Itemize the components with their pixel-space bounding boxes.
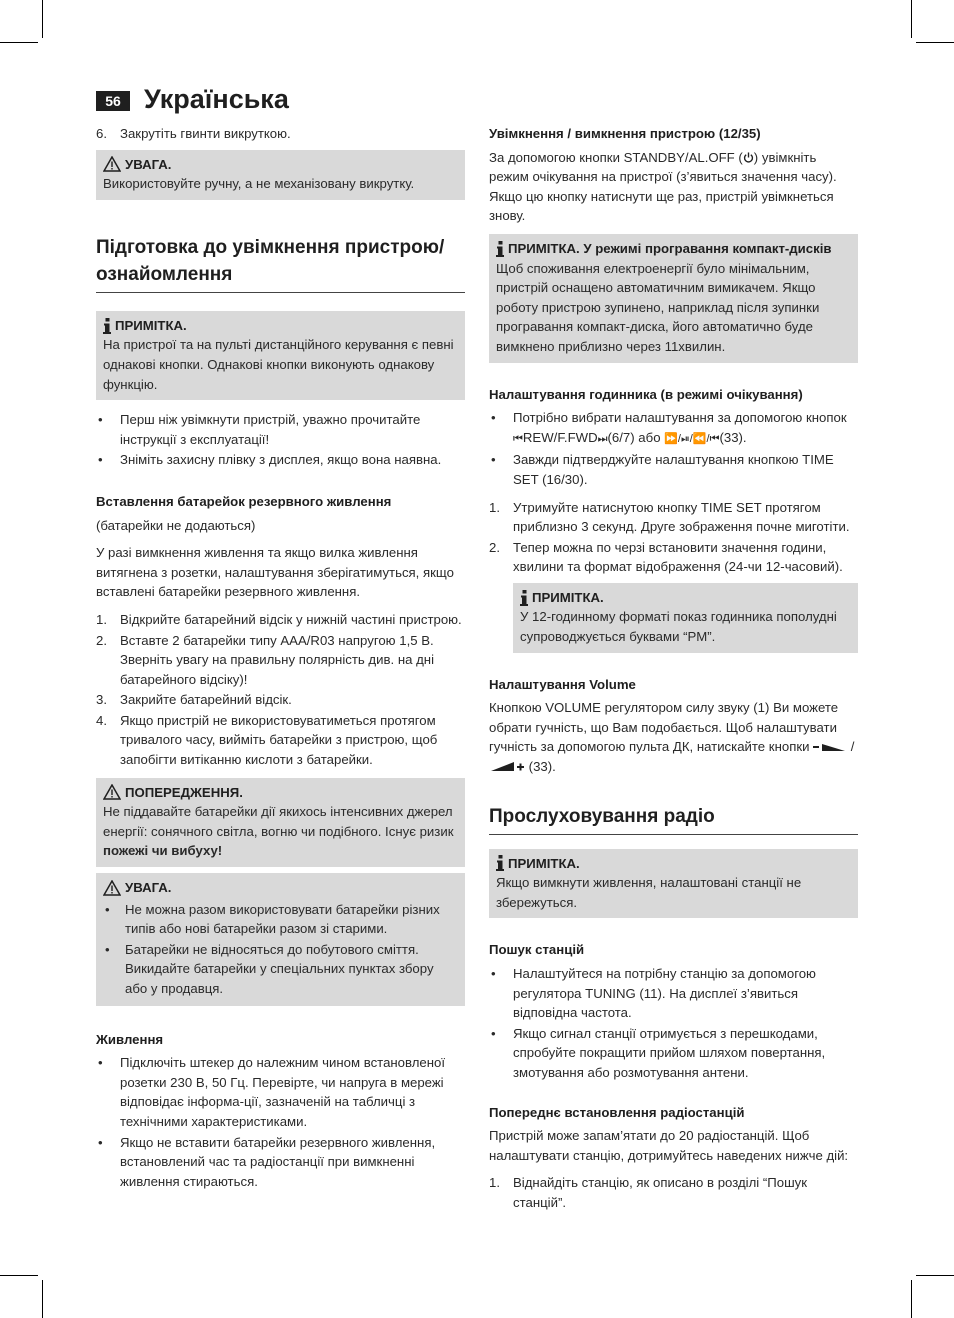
note-title <box>103 316 458 336</box>
note-box-radio <box>489 849 858 919</box>
warning-text-emphasis: пожежі чи вибуху! <box>103 843 223 859</box>
preset-text: Пристрій може запам’ятати до 20 радіостанцій. Щоб налаштувати станцію, дотримуйтесь наведених нижче дій: <box>489 1128 849 1163</box>
list-item: • Налаштуйтеся на потрібну станцію за допомогою регулятора TUNING (11). На дисплеї з’явиться відповідна частота. <box>489 964 858 1023</box>
warning-text <box>103 802 458 861</box>
list-item: • Батарейки не відносяться до побутового сміття. Викидайте батарейки у спеціальних пунктах збору або у продавця. <box>103 940 458 999</box>
caution-list <box>103 900 458 999</box>
warning-triangle-icon <box>103 156 121 172</box>
volume-text: Кнопкою VOLUME регулятором силу звуку (1) Ви можете обрати гучність, що Вам подобається. Щоб налаштувати гучність за допомогою пульта ДК, натискайте кнопки / (33). <box>489 700 855 775</box>
note-text: Якщо вимкнути живлення, налаштовані станції не збережуться. <box>496 875 802 910</box>
warning-triangle-icon <box>103 784 121 800</box>
page-language-title: Українська <box>144 84 289 114</box>
note-text: У 12-годинному форматі показ годинника пополудні супроводжується буквами “PM”. <box>520 609 837 645</box>
search-list <box>489 964 858 1083</box>
list-number: 4. <box>96 712 107 728</box>
section-title: Підготовка до увімкнення пристрою/ ознайомлення <box>96 234 465 293</box>
onoff-text <box>489 148 858 226</box>
onoff-heading: Увімкнення / вимкнення пристрою (12/35) <box>489 126 761 141</box>
step-list <box>96 124 465 144</box>
note-text: Щоб споживання електроенергії було мінімальним, пристрій оснащено автоматичним вимикачем. Якщо роботу пристрою зупинено, наприклад після зупинки програвання компакт-диска, його автоматично буде вимкнено приблизно через 11хвилин. <box>496 260 820 354</box>
clock-heading: Налаштування годинника (в режимі очікування) <box>489 386 803 402</box>
crop-mark <box>911 1280 912 1318</box>
onoff-text-end: ) увімкніть режим очікування на пристрої (з’явиться значення часу). Якщо цю кнопку натиснути ще раз, пристрій увімкнеться знову. <box>489 149 837 224</box>
caution-title-text: УВАГА. <box>125 156 172 172</box>
list-number: 6. <box>96 126 107 141</box>
crop-mark <box>42 1280 43 1318</box>
list-number: 1. <box>489 1175 500 1191</box>
volume-heading: Налаштування Volume <box>489 676 636 692</box>
list-item: • Якщо сигнал станції отримується з перешкодами, спробуйте покращити прийом шляхом повертання, змотування або розмотування антени. <box>489 1024 858 1083</box>
caution-box <box>96 150 465 200</box>
note-text: На пристрої та на пульті дистанційного керування є певні однакові кнопки. Однакові кнопки виконують однакову функцію. <box>103 337 454 392</box>
list-text: (33). <box>719 429 747 445</box>
left-column <box>96 124 465 1197</box>
battery-heading: Вставлення батарейок резервного живлення <box>96 493 392 509</box>
note-title-text: ПРИМІТКА. У режимі програвання компакт-дисків <box>508 240 832 256</box>
list-item <box>96 124 465 144</box>
battery-intro: У разі вимкнення живлення та якщо вилка живлення витягнена з розетки, налаштування зберігатимуться, якщо вставлені батарейки резервного живлення. <box>96 545 454 600</box>
list-text: Закрийте батарейний відсік. <box>120 692 292 708</box>
list-text: Закрутіть гвинти викруткою. <box>120 126 291 141</box>
power-heading: Живлення <box>96 1031 164 1047</box>
note-title-text: ПРИМІТКА. <box>532 589 604 605</box>
list-item <box>489 498 858 537</box>
bullet-list <box>96 410 465 470</box>
list-item: • Зніміть захисну плівку з дисплея, якщо вона наявна. <box>96 450 465 470</box>
volume-down-icon <box>813 741 847 752</box>
note-title <box>496 239 851 259</box>
list-number: 1. <box>489 499 500 515</box>
volume-text-tail: (33). <box>528 759 556 775</box>
list-number: 2. <box>96 632 107 648</box>
volume-text-main: Кнопкою VOLUME регулятором силу звуку (1) Ви можете обрати гучність, що Вам подобається. Щоб налаштувати гучність за допомогою пульта ДК, натискайте кнопки <box>489 700 839 755</box>
clock-bullets <box>489 408 858 489</box>
search-heading: Пошук станцій <box>489 942 585 958</box>
list-item <box>489 538 858 577</box>
note-box-clock <box>513 583 858 653</box>
info-icon <box>520 590 528 606</box>
battery-note: (батарейки не додаються) <box>96 517 256 533</box>
volume-up-icon <box>489 761 525 772</box>
list-text: Вставте 2 батарейки типу AAA/R03 напругою 1,5 В. Зверніть увагу на правильну полярність див. на дні батарейного відсіку)! <box>120 632 435 687</box>
skip-forward-icon: ⏭ <box>597 432 608 445</box>
list-text: (6/7) або <box>607 429 665 445</box>
caution-box-2 <box>96 873 465 1006</box>
list-text: Потрібно вибрати налаштування за допомогою кнопок <box>513 410 847 426</box>
preset-steps <box>489 1173 858 1212</box>
clock-steps <box>489 498 858 577</box>
skip-back-icon: ⏮ <box>513 432 523 445</box>
list-item <box>96 631 465 690</box>
crop-mark <box>0 1275 38 1276</box>
list-item: • Якщо не вставити батарейки резервного живлення, встановлений час та радіостанції при вимкненні живлення стираються. <box>96 1133 465 1192</box>
info-icon <box>496 855 504 871</box>
caution-title-text: УВАГА. <box>125 880 172 896</box>
warning-title <box>103 783 458 803</box>
list-item <box>96 690 465 710</box>
list-item <box>96 711 465 770</box>
list-item: • Перш ніж увімкнути пристрій, уважно прочитайте інструкції з експлуатації! <box>96 410 465 449</box>
list-number: 2. <box>489 539 500 555</box>
list-text: Утримуйте натиснутою кнопку TIME SET протягом приблизно 3 секунд. Друге зображення почне миготіти. <box>513 499 850 535</box>
note-title <box>496 854 851 874</box>
warning-text-main: Не піддавайте батарейки дії якихось інтенсивних джерел енергії: сонячного світла, вогню чи подібного. Існує ризик <box>103 804 454 839</box>
list-number: 3. <box>96 692 107 708</box>
page-number: 56 <box>96 91 130 111</box>
caution-title <box>103 155 458 175</box>
power-list <box>96 1053 465 1191</box>
radio-section-title: Прослуховування радіо <box>489 803 858 835</box>
transport-icons: ⏩/⏯/⏪/⏮ <box>664 432 720 445</box>
onoff-text-start: За допомогою кнопки STANDBY/AL.OFF ( <box>489 149 743 165</box>
crop-mark <box>916 1275 954 1276</box>
list-text: Якщо пристрій не використовуватиметься протягом тривалого часу, вийміть батарейки з пристрою, щоб запобігти витіканню кислоти з батарейки. <box>120 712 438 768</box>
warning-box <box>96 778 465 867</box>
list-item <box>489 408 858 449</box>
info-icon <box>496 241 504 257</box>
list-item <box>96 610 465 630</box>
note-title-text: ПРИМІТКА. <box>508 855 580 871</box>
crop-mark <box>911 0 912 38</box>
power-icon <box>743 152 754 163</box>
note-box-cd <box>489 234 858 363</box>
caution-title <box>103 878 458 898</box>
crop-mark <box>0 42 38 43</box>
crop-mark <box>916 42 954 43</box>
note-box <box>96 311 465 400</box>
caution-text: Використовуйте ручну, а не механізовану викрутку. <box>103 176 415 192</box>
list-item <box>489 1173 858 1212</box>
list-text: Віднайдіть станцію, як описано в розділі “Пошук станцій”. <box>513 1175 808 1210</box>
warning-title-text: ПОПЕРЕДЖЕННЯ. <box>125 784 243 800</box>
preset-heading: Попереднє встановлення радіостанцій <box>489 1104 745 1120</box>
battery-steps <box>96 610 465 770</box>
list-item: • Не можна разом використовувати батарейки різних типів або нові батарейки разом зі старими. <box>103 900 458 939</box>
list-number: 1. <box>96 611 107 627</box>
info-icon <box>103 318 111 334</box>
list-text: Відкрийте батарейний відсік у нижній частині пристрою. <box>120 611 462 627</box>
list-text: REW/F.FWD <box>522 429 598 445</box>
crop-mark <box>42 0 43 38</box>
note-title-text: ПРИМІТКА. <box>115 317 187 333</box>
list-item: • Завжди підтверджуйте налаштування кнопкою TIME SET (16/30). <box>489 450 858 489</box>
list-text: Тепер можна по черзі встановити значення години, хвилини та формат відображення (24-чи 12-часовий). <box>513 539 843 575</box>
note-title <box>520 588 851 608</box>
list-item: • Підключіть штекер до належним чином встановленої розетки 230 В, 50 Гц. Перевірте, чи напруга в мережі відповідає інформа-ції, зазначеній на табличці з технічними характеристиками. <box>96 1053 465 1131</box>
warning-triangle-icon <box>103 880 121 896</box>
right-column <box>489 124 858 1219</box>
